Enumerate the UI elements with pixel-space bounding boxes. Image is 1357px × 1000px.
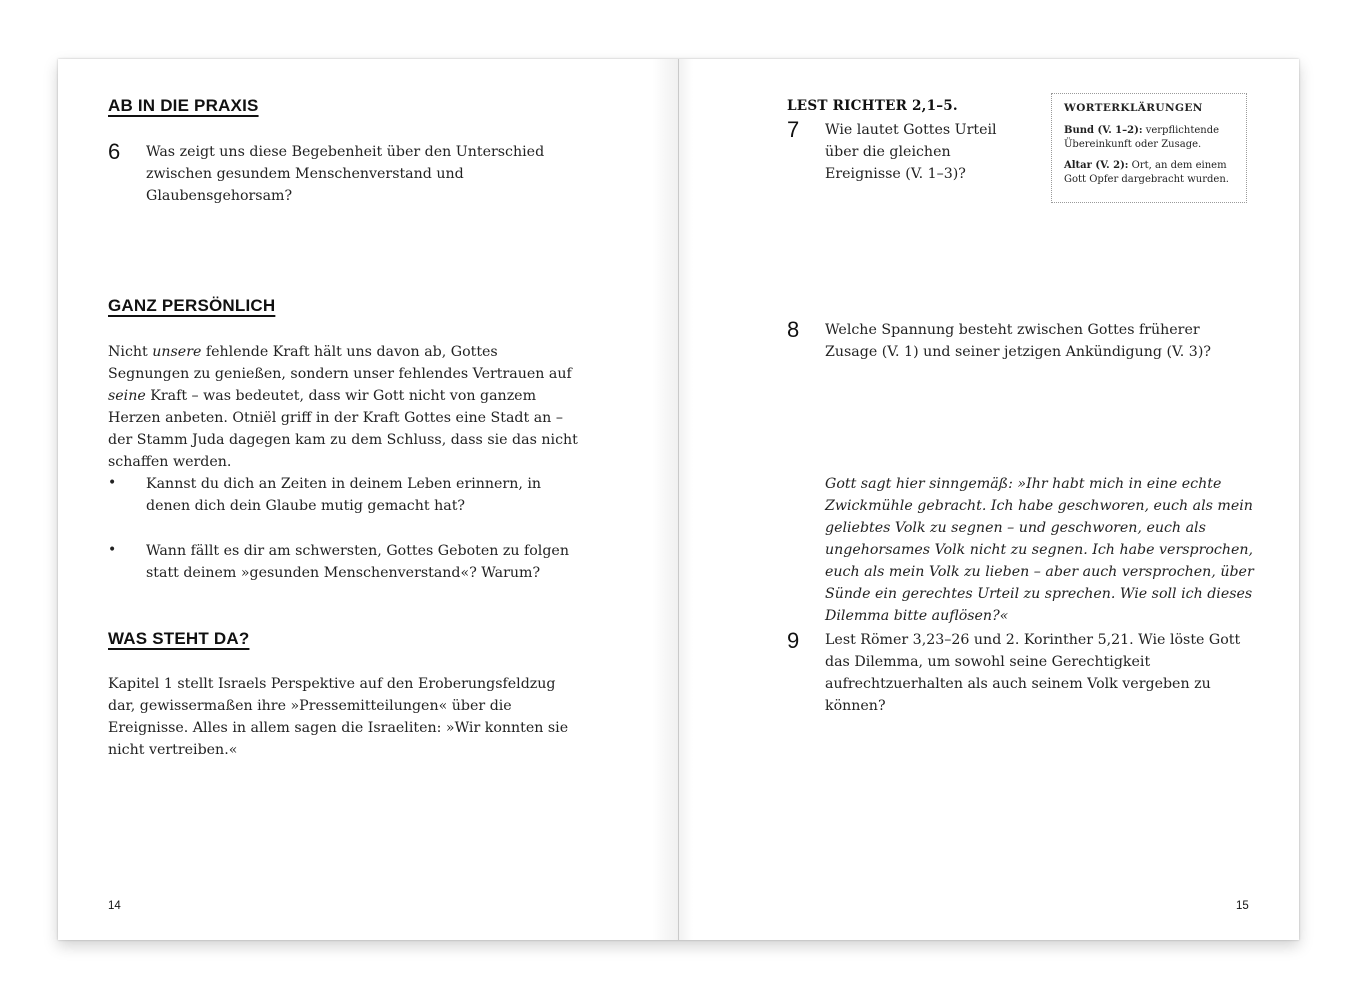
paragraph-emphasis-1: unsere (152, 344, 202, 360)
heading-was-steht-da: WAS STEHT DA? (108, 629, 250, 648)
was-steht-da-paragraph: Kapitel 1 stellt Israels Perspektive auf den Eroberungsfeldzug dar, gewissermaßen ihre »Pressemitteilungen« über die Ereignisse. Alles in allem sagen die Israeliten: »Wir konnten sie nicht vertreiben.« (108, 676, 569, 758)
right-page (678, 59, 1299, 940)
paragraph-text-2: fehlende Kraft hält uns davon ab, Gottes Segnungen zu genießen, sondern unser fehlendes Vertrauen auf (108, 344, 572, 382)
paragraph-text-3: Kraft – was bedeutet, dass wir Gott nicht von ganzem Herzen anbeten. Otniël griff in der Kraft Gottes eine Stadt an – der Stamm Juda dagegen kam zu dem Schluss, dass sie das nicht schaffen werden. (108, 388, 578, 470)
reading-instruction: LEST RICHTER 2,1–5. (787, 98, 958, 114)
question-number-8: 8 (787, 317, 800, 342)
ganz-persoenlich-paragraph (108, 341, 578, 473)
question-number-6: 6 (108, 139, 121, 164)
quote-block: Gott sagt hier sinngemäß: »Ihr habt mich in eine echte Zwickmühle gebracht. Ich habe geschworen, euch als mein geliebtes Volk zu segnen – und geschworen, euch als ungehorsames Volk nicht zu segnen. Ich habe versprochen, euch als mein Volk zu lieben – aber auch versprochen, über Sünde ein gerechtes Urteil zu sprechen. Wie soll ich dieses Dilemma bitte auflösen?« (825, 476, 1254, 624)
glossary-title: WORTERKLÄRUNGEN (1064, 102, 1203, 114)
question-8-text: Welche Spannung besteht zwischen Gottes früherer Zusage (V. 1) und seiner jetzigen Ankündigung (V. 3)? (825, 322, 1211, 360)
glossary-definition: verpflichtende Übereinkunft oder Zusage. (1064, 125, 1220, 150)
glossary-definition: Ort, an dem einem Gott Opfer dargebracht wurden. (1064, 160, 1229, 185)
question-6-text: Was zeigt uns diese Begebenheit über den Unterschied zwischen gesundem Menschenverstand und Glaubensgehorsam? (146, 144, 545, 204)
gutter-shadow (679, 59, 693, 940)
book-spread (58, 59, 1299, 940)
left-page (58, 59, 678, 940)
glossary-entry (1064, 124, 1234, 151)
glossary-entry (1064, 159, 1234, 186)
paragraph-text-1: Nicht (108, 344, 153, 360)
glossary-term: Altar (V. 2): (1064, 160, 1129, 171)
bullet-item-1: Kannst du dich an Zeiten in deinem Leben erinnern, in denen dich dein Glaube mutig gemacht hat? (146, 476, 542, 514)
paragraph-emphasis-2: seine (108, 388, 146, 404)
heading-ganz-persoenlich: GANZ PERSÖNLICH (108, 296, 276, 315)
glossary-box (1051, 93, 1247, 203)
page-number-right: 15 (1236, 900, 1249, 912)
glossary-term: Bund (V. 1–2): (1064, 125, 1143, 136)
bullet-icon: • (108, 475, 117, 491)
bullet-item-2: Wann fällt es dir am schwersten, Gottes Geboten zu folgen statt deinem »gesunden Menschenverstand«? Warum? (146, 543, 569, 581)
question-number-7: 7 (787, 117, 800, 142)
bullet-icon: • (108, 542, 117, 558)
heading-ab-in-die-praxis: AB IN DIE PRAXIS (108, 96, 259, 115)
question-7-text: Wie lautet Gottes Urteil über die gleichen Ereignisse (V. 1–3)? (825, 122, 997, 182)
question-number-9: 9 (787, 628, 800, 653)
page-number-left: 14 (108, 900, 121, 912)
gutter-shadow (652, 59, 678, 940)
question-9-text: Lest Römer 3,23–26 und 2. Korinther 5,21. Wie löste Gott das Dilemma, um sowohl seine Gerechtigkeit aufrechtzuerhalten als auch seinem Volk vergeben zu können? (825, 632, 1241, 714)
